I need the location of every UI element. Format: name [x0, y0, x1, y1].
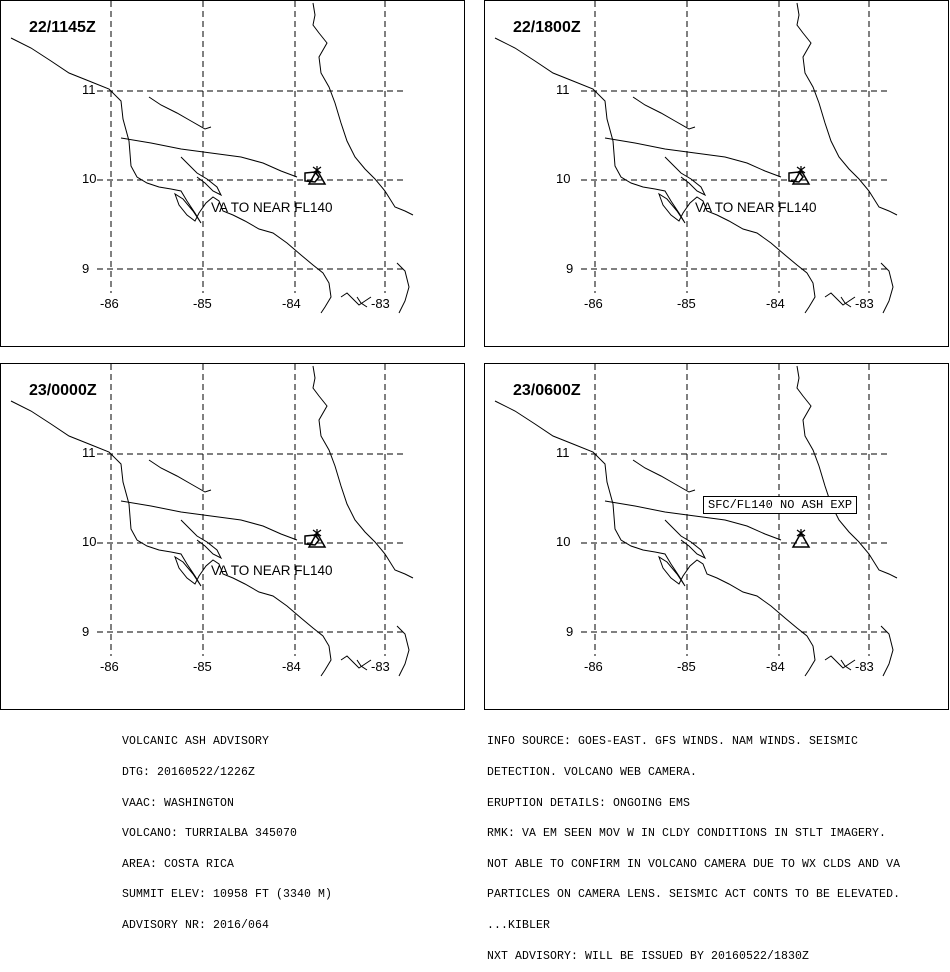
advisory-line: DTG: 20160522/1226Z — [122, 766, 256, 780]
coastline — [841, 297, 851, 307]
coastline — [605, 138, 781, 177]
lat-label-11: 11 — [82, 82, 96, 97]
map-panel-1 — [0, 0, 465, 347]
coastline — [11, 38, 331, 313]
map-panel-3 — [0, 363, 465, 710]
map-graphic — [485, 364, 949, 710]
lon-label-84: -84 — [766, 659, 785, 674]
lat-label-9: 9 — [566, 261, 574, 276]
advisory-line: ...KIBLER — [487, 919, 551, 933]
coastline — [121, 138, 297, 177]
coastline — [11, 401, 331, 676]
coastline — [841, 660, 851, 670]
coastline — [149, 97, 211, 129]
coastline — [341, 293, 371, 305]
panel-time: 22/1800Z — [513, 19, 581, 36]
coastline — [357, 297, 367, 307]
advisory-line: ADVISORY NR: 2016/064 — [122, 919, 270, 933]
map-panel-4 — [484, 363, 949, 710]
lon-label-83: -83 — [855, 659, 874, 674]
coastline — [633, 97, 695, 129]
lon-label-84: -84 — [766, 296, 785, 311]
lat-label-11: 11 — [556, 445, 570, 460]
map-graphic — [1, 364, 465, 710]
coastline — [665, 157, 705, 195]
coastline — [149, 460, 211, 492]
advisory-line: VOLCANO: TURRIALBA 345070 — [122, 827, 298, 841]
lon-label-86: -86 — [100, 659, 119, 674]
coastline — [341, 656, 371, 668]
advisory-line: NXT ADVISORY: WILL BE ISSUED BY 20160522/1830Z — [487, 949, 810, 963]
lat-label-11: 11 — [82, 445, 96, 460]
advisory-line: DETECTION. VOLCANO WEB CAMERA. — [487, 766, 698, 780]
lat-label-10: 10 — [556, 534, 571, 549]
lon-label-83: -83 — [371, 296, 390, 311]
map-graphic — [485, 1, 949, 347]
advisory-line: SUMMIT ELEV: 10958 FT (3340 M) — [122, 888, 333, 902]
coastline — [495, 401, 815, 676]
coastline — [825, 656, 855, 668]
coastline — [495, 38, 815, 313]
lat-label-11: 11 — [556, 82, 570, 97]
advisory-line: NOT ABLE TO CONFIRM IN VOLCANO CAMERA DUE TO WX CLDS AND VA — [487, 857, 901, 871]
coastline — [881, 263, 893, 313]
lon-label-86: -86 — [100, 296, 119, 311]
lon-label-86: -86 — [584, 659, 603, 674]
no-ash-annotation: SFC/FL140 NO ASH EXP — [703, 496, 857, 514]
advisory-line: VAAC: WASHINGTON — [122, 796, 235, 810]
lon-label-83: -83 — [371, 659, 390, 674]
advisory-line: AREA: COSTA RICA — [122, 857, 235, 871]
coastline — [797, 366, 897, 578]
panel-time: 23/0000Z — [29, 382, 97, 399]
coastline — [665, 520, 705, 558]
advisory-line: INFO SOURCE: GOES-EAST. GFS WINDS. NAM WINDS. SEISMIC — [487, 735, 859, 749]
lon-label-85: -85 — [193, 659, 212, 674]
lon-label-85: -85 — [193, 296, 212, 311]
panel-time: 23/0600Z — [513, 382, 581, 399]
advisory-line: ERUPTION DETAILS: ONGOING EMS — [487, 796, 691, 810]
advisory-left-text — [122, 717, 332, 941]
coastline — [797, 3, 897, 215]
ash-annotation: VA TO NEAR FL140 — [211, 563, 333, 578]
coastline — [313, 366, 413, 578]
coastline — [825, 293, 855, 305]
map-panel-2 — [484, 0, 949, 347]
advisory-line: VOLCANIC ASH ADVISORY — [122, 735, 270, 749]
lon-label-84: -84 — [282, 659, 301, 674]
coastline — [181, 520, 221, 558]
map-graphic — [1, 1, 465, 347]
ash-annotation: VA TO NEAR FL140 — [211, 200, 333, 215]
advisory-right-text — [487, 717, 900, 972]
lat-label-10: 10 — [82, 534, 97, 549]
coastline — [181, 157, 221, 195]
coastline — [881, 626, 893, 676]
panel-time: 22/1145Z — [29, 19, 96, 36]
coastline — [313, 3, 413, 215]
coastline — [397, 626, 409, 676]
lon-label-85: -85 — [677, 659, 696, 674]
ash-annotation: VA TO NEAR FL140 — [695, 200, 817, 215]
coastline — [397, 263, 409, 313]
lon-label-86: -86 — [584, 296, 603, 311]
lat-label-10: 10 — [556, 171, 571, 186]
advisory-line: PARTICLES ON CAMERA LENS. SEISMIC ACT CONTS TO BE ELEVATED. — [487, 888, 901, 902]
lat-label-9: 9 — [82, 261, 90, 276]
lon-label-83: -83 — [855, 296, 874, 311]
advisory-line: RMK: VA EM SEEN MOV W IN CLDY CONDITIONS IN STLT IMAGERY. — [487, 827, 887, 841]
eruption-icon — [797, 529, 805, 537]
coastline — [633, 460, 695, 492]
lat-label-10: 10 — [82, 171, 97, 186]
lon-label-85: -85 — [677, 296, 696, 311]
lat-label-9: 9 — [566, 624, 574, 639]
lat-label-9: 9 — [82, 624, 90, 639]
coastline — [121, 501, 297, 540]
lon-label-84: -84 — [282, 296, 301, 311]
coastline — [357, 660, 367, 670]
